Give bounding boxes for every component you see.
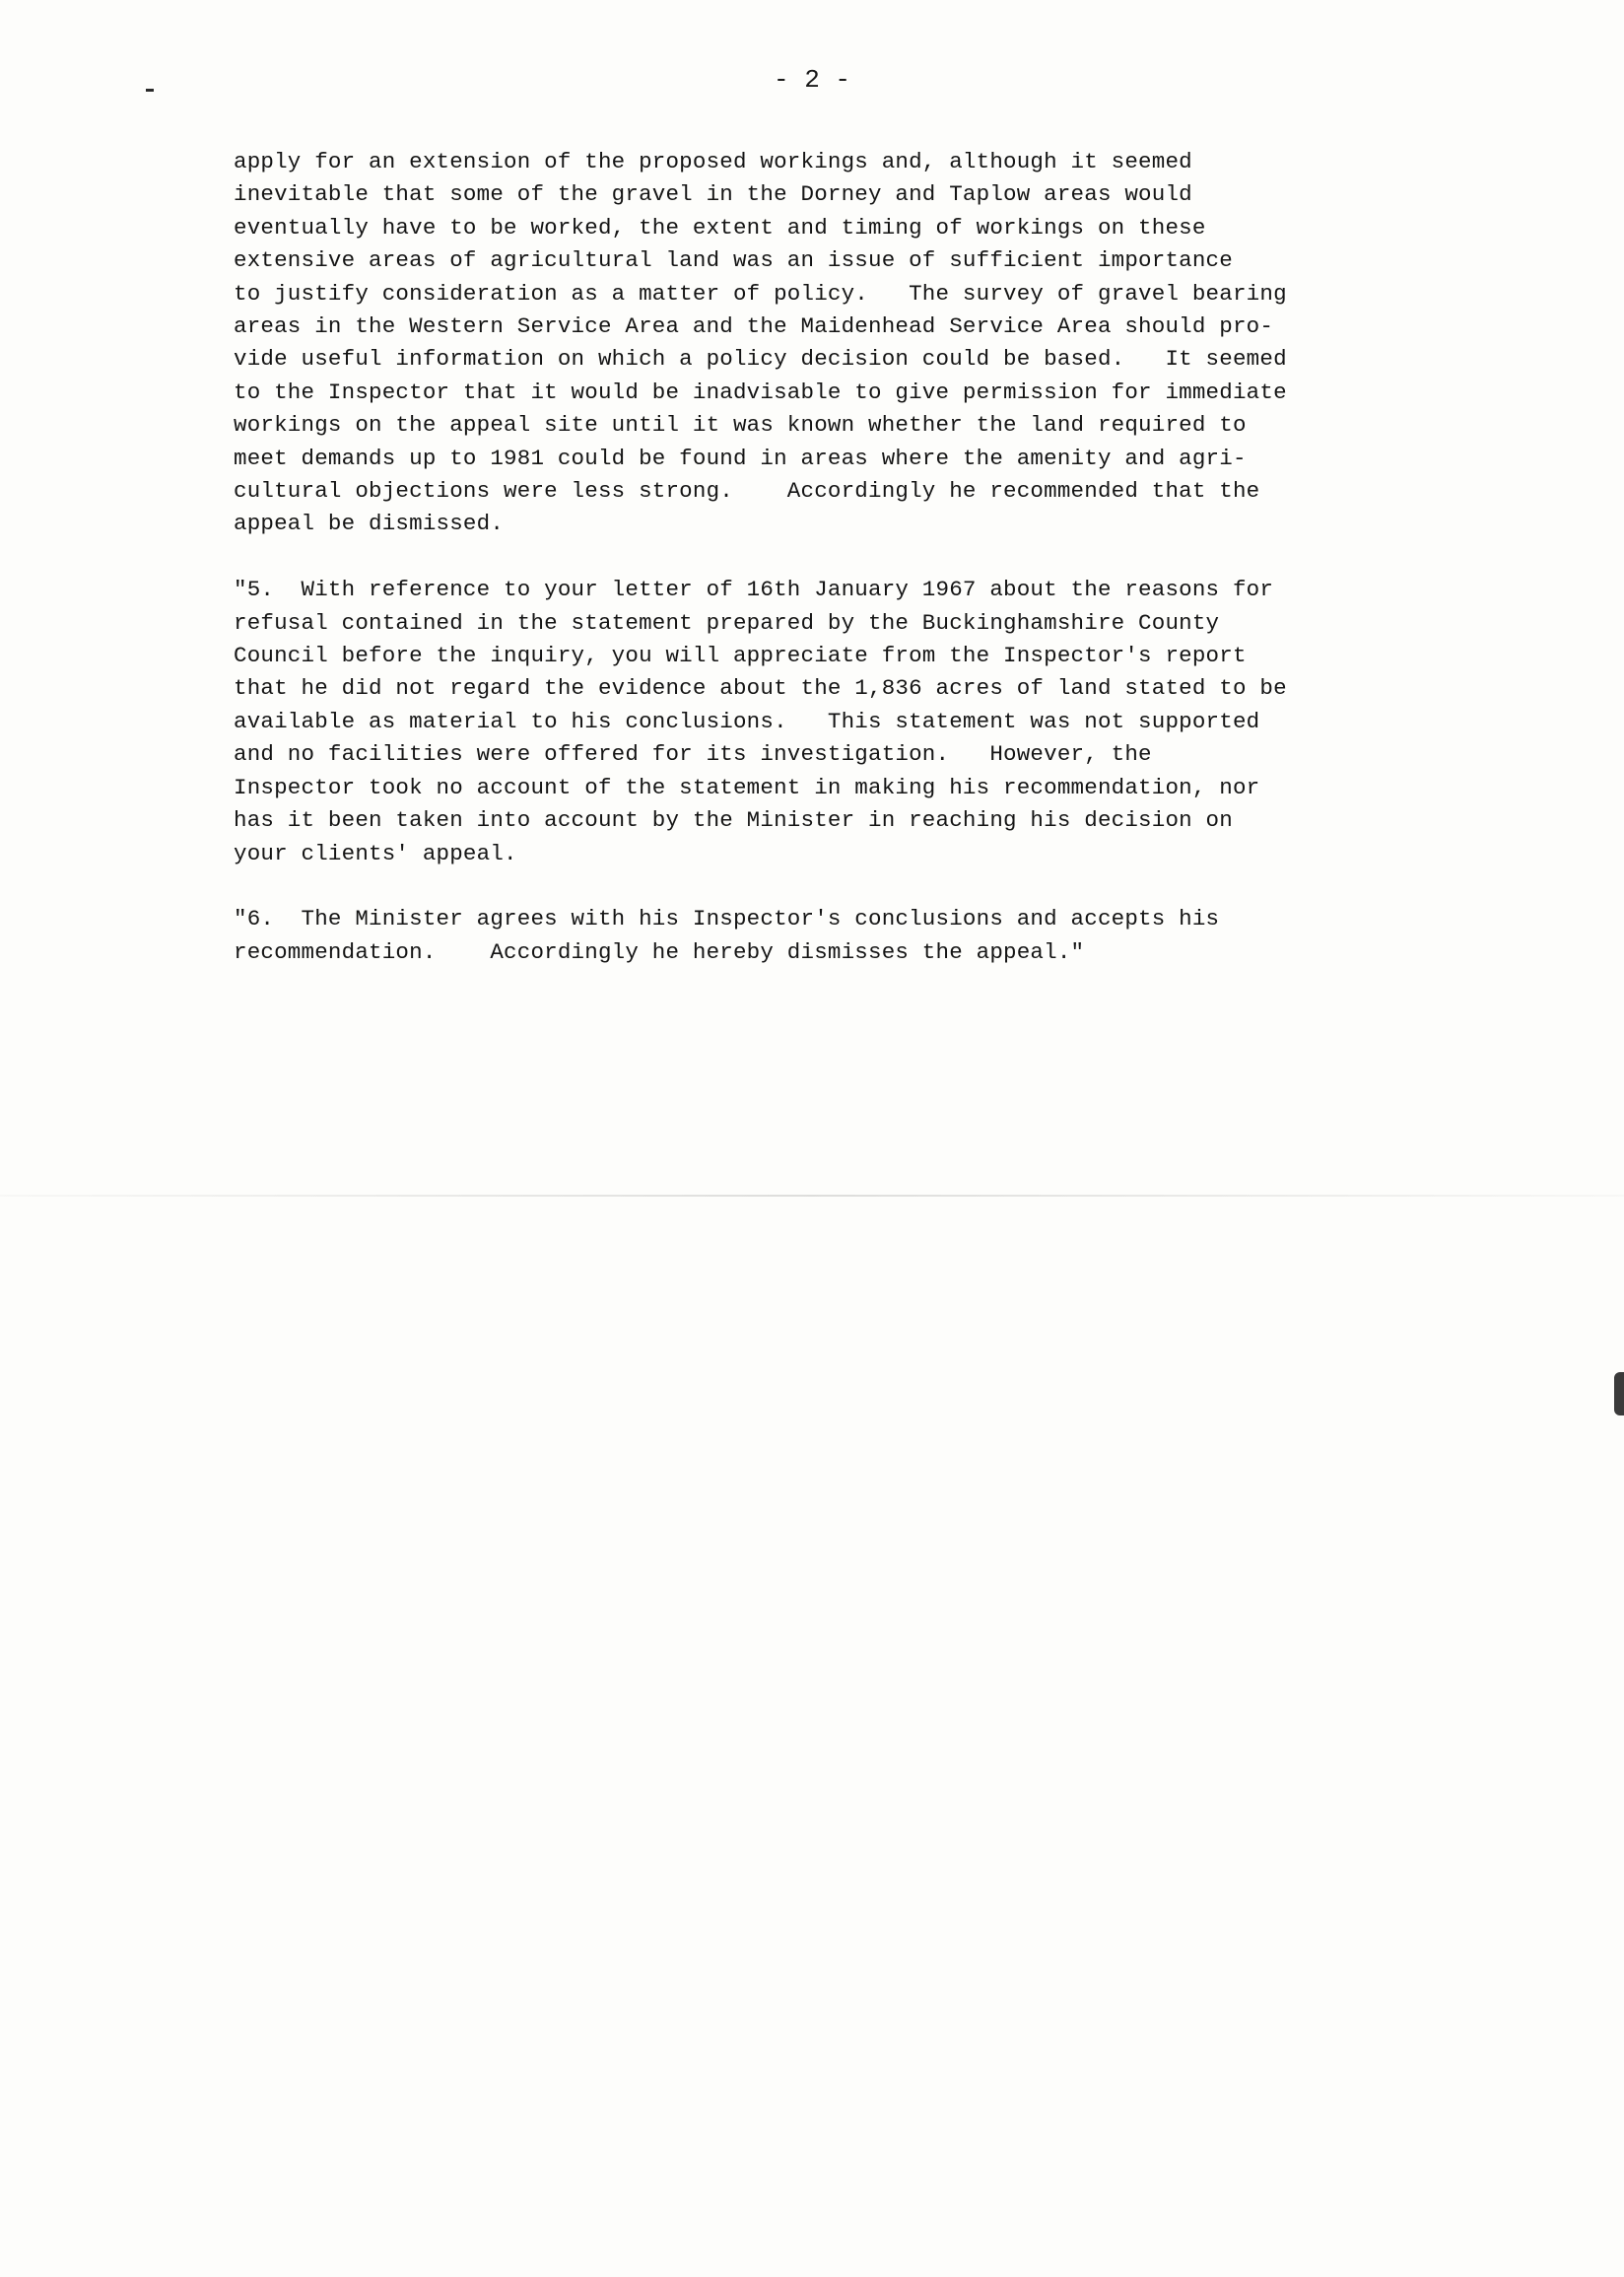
text-line: and no facilities were offered for its investigation. However, the [234,741,1152,768]
paragraph-6 [234,903,1544,969]
text-line: appeal be dismissed. [234,511,505,537]
binder-clip-mark [1614,1372,1624,1415]
text-line: recommendation. Accordingly he hereby dismisses the appeal." [234,938,1085,965]
text-line: Council before the inquiry, you will appreciate from the Inspector's report [234,643,1247,669]
letter-body [234,146,1544,1002]
text-line: areas in the Western Service Area and the Maidenhead Service Area should pro- [234,313,1274,340]
text-line: inevitable that some of the gravel in the Dorney and Taplow areas would [234,181,1192,208]
text-line: cultural objections were less strong. Accordingly he recommended that the [234,478,1260,505]
text-line: to the Inspector that it would be inadvisable to give permission for immediate [234,379,1287,405]
text-line: "5. With reference to your letter of 16th January 1967 about the reasons for [234,577,1274,603]
text-line: to justify consideration as a matter of policy. The survey of gravel bearing [234,280,1287,307]
paragraph-continuation [234,146,1544,541]
text-line: workings on the appeal site until it was known whether the land required to [234,412,1247,439]
text-line: has it been taken into account by the Minister in reaching his decision on [234,807,1233,834]
paragraph-5 [234,574,1544,870]
text-line: Inspector took no account of the statement in making his recommendation, nor [234,774,1260,800]
text-line: "6. The Minister agrees with his Inspector's conclusions and accepts his [234,906,1220,932]
text-line: your clients' appeal. [234,840,517,866]
text-line: vide useful information on which a policy decision could be based. It seemed [234,346,1287,373]
page-number: - 2 - [773,65,850,95]
text-line: that he did not regard the evidence about the 1,836 acres of land stated to be [234,675,1287,702]
text-line: refusal contained in the statement prepared by the Buckinghamshire County [234,609,1220,636]
text-line: eventually have to be worked, the extent and timing of workings on these [234,214,1206,241]
text-line: available as material to his conclusions. This statement was not supported [234,708,1260,734]
text-line: extensive areas of agricultural land was an issue of sufficient importance [234,247,1233,274]
text-line: meet demands up to 1981 could be found in areas where the amenity and agri- [234,445,1247,471]
text-line: apply for an extension of the proposed workings and, although it seemed [234,149,1192,174]
paper-fold-crease [0,1195,1624,1197]
